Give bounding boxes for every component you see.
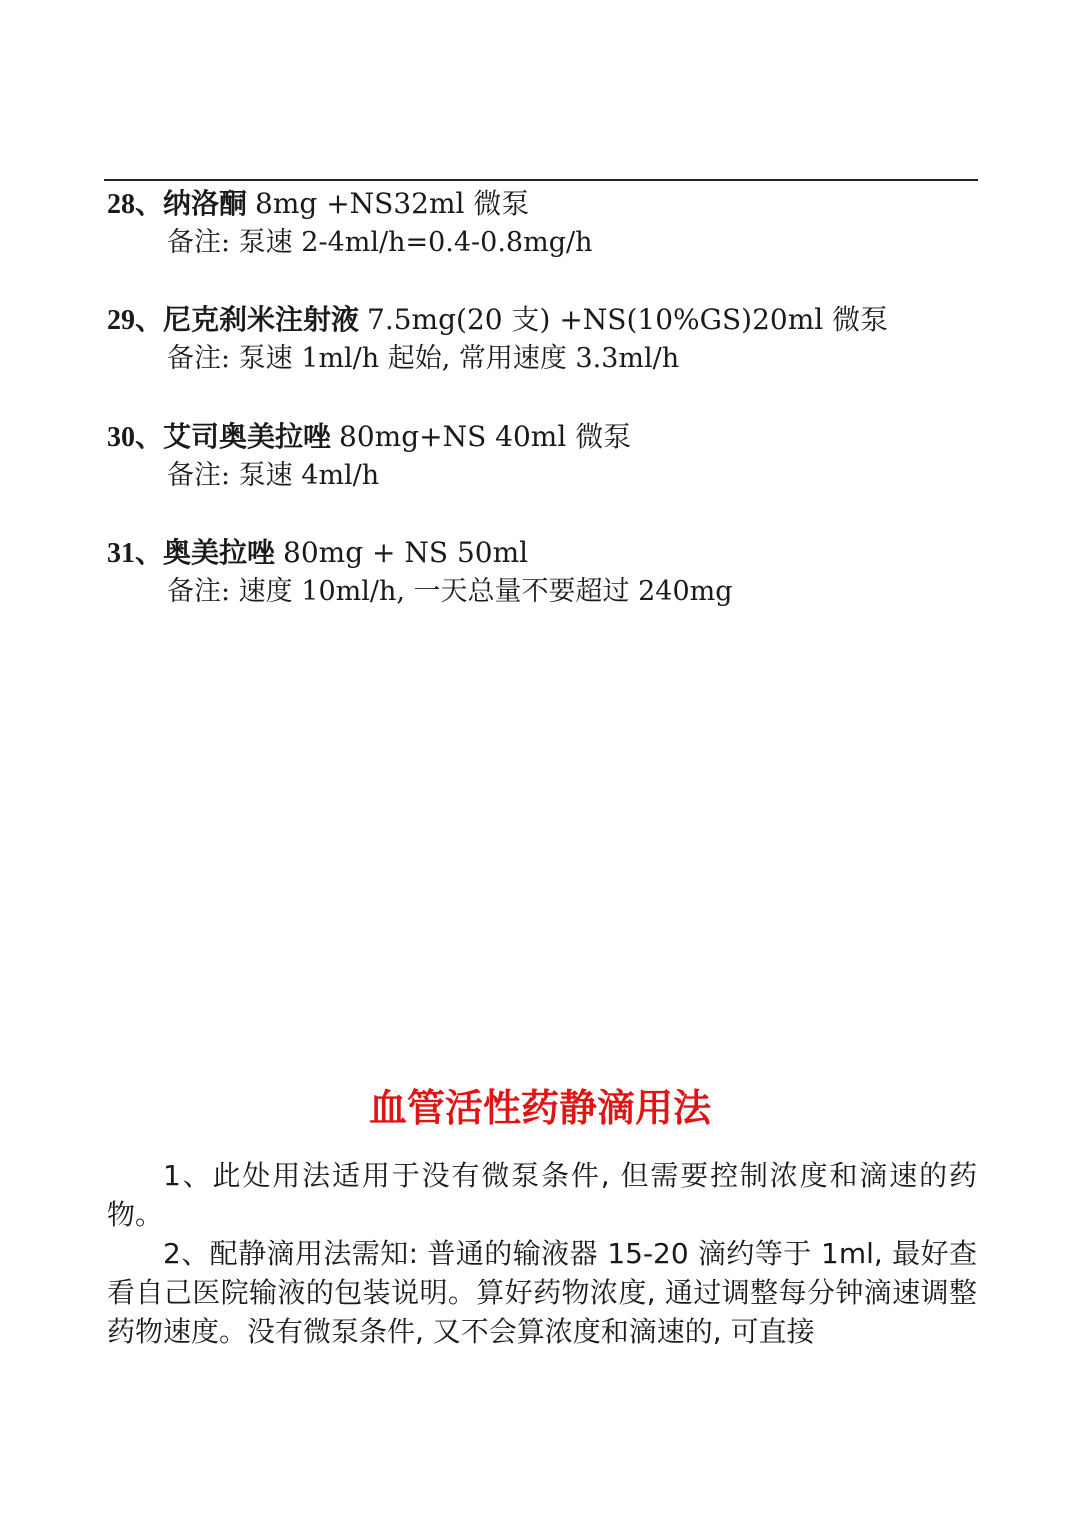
entry-heading (107, 185, 592, 224)
entry-number: 29、 (107, 305, 164, 336)
header-rule (104, 179, 978, 181)
entry-heading (107, 418, 631, 457)
entry-note: 备注: 速度 10ml/h, 一天总量不要超过 240mg (167, 576, 733, 607)
entry-note: 备注: 泵速 1ml/h 起始, 常用速度 3.3ml/h (167, 343, 680, 374)
drug-dosage: 80mg + NS 50ml (283, 536, 529, 569)
section-paragraph-2: 2、配静滴用法需知: 普通的输液器 15-20 滴约等于 1ml, 最好查看自己医院输液的包装说明。算好药物浓度, 通过调整每分钟滴速调整药物速度。没有微泵条件, 又不会算浓度和滴速的, 可直接 (107, 1237, 977, 1348)
drug-dosage: 80mg+NS 40ml 微泵 (339, 420, 632, 453)
entry-note: 备注: 泵速 2-4ml/h=0.4-0.8mg/h (167, 227, 593, 258)
entry-heading (107, 534, 733, 573)
drug-name: 尼克刹米注射液 (163, 303, 360, 336)
section-title: 血管活性药静滴用法 (368, 1086, 711, 1130)
drug-entry-29 (107, 301, 888, 378)
drug-name: 纳洛酮 (163, 187, 248, 220)
entry-number: 30、 (107, 422, 164, 453)
entry-number: 31、 (107, 538, 164, 569)
drug-entry-31 (107, 534, 733, 611)
entry-number: 28、 (107, 189, 164, 220)
section-paragraph-1: 1、此处用法适用于没有微泵条件, 但需要控制浓度和滴速的药物。 (107, 1159, 977, 1231)
entry-heading (107, 301, 888, 340)
drug-name: 奥美拉唑 (163, 536, 276, 569)
entry-note: 备注: 泵速 4ml/h (167, 460, 380, 491)
drug-name: 艾司奥美拉唑 (163, 420, 332, 453)
drug-entry-30 (107, 418, 631, 495)
drug-entry-28 (107, 185, 592, 262)
drug-dosage: 8mg +NS32ml 微泵 (255, 187, 530, 220)
drug-dosage: 7.5mg(20 支) +NS(10%GS)20ml 微泵 (367, 303, 889, 336)
